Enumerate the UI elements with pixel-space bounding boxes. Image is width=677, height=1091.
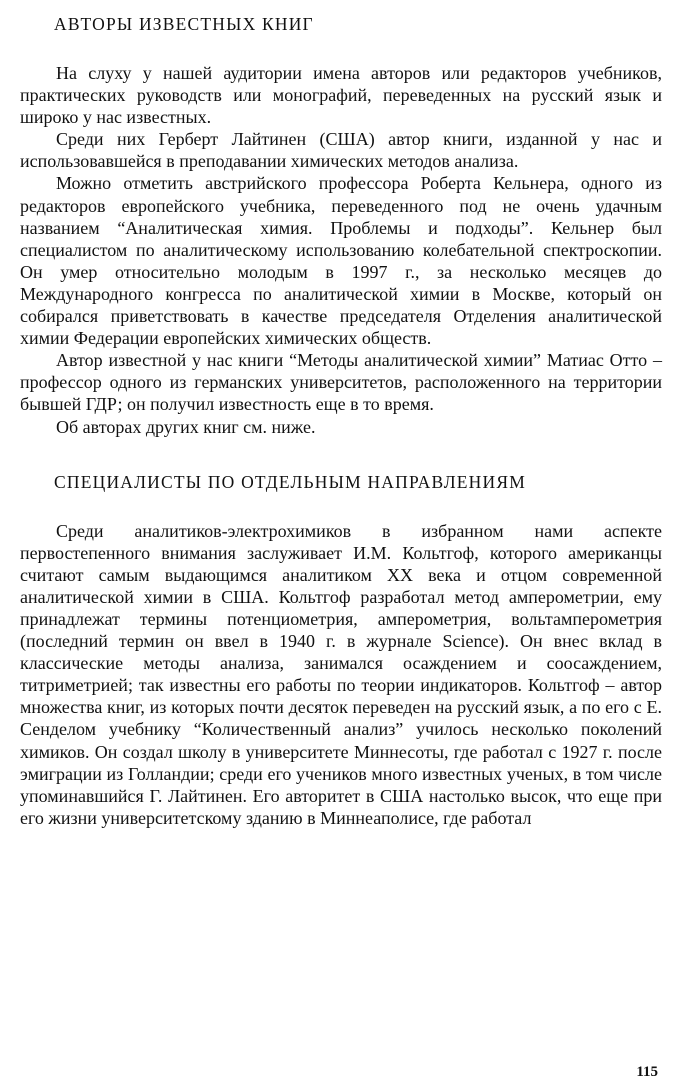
section-body-famous-authors [20, 62, 662, 438]
paragraph: На слуху у нашей аудитории имена авторов или редакторов учебников, практических руководств или монографий, переведенных на русский язык и широко у нас известных. [20, 63, 662, 128]
section-body-specialists [20, 520, 662, 829]
paragraph: Среди аналитиков-электрохимиков в избранном нами аспекте первостепенного внимания заслуживает И.М. Кольтгоф, которого американцы считают самым выдающимся аналитиком XX века и отцом современной аналитической химии в США. Кольтгоф разработал метод амперометрии, ему принадлежат термины потенциометрия, амперометрия, вольтамперометрия (последний термин он ввел в 1940 г. в журнале Science). Он внес вклад в классические методы анализа, занимался осаждением и соосаждением, титриметрией; так известны его работы по теории индикаторов. Кольтгоф – автор множества книг, из которых почти десяток переведен на русский язык, а по его с Е. Сенделом учебнику “Количественный анализ” училось несколько поколений химиков. Он создал школу в университете Миннесоты, где работал с 1927 г. после эмиграции из Голландии; среди его учеников много известных ученых, в том числе упоминавшийся Г. Лайтинен. Его авторитет в США настолько высок, что еще при его жизни университетскому зданию в Миннеаполисе, где работал [20, 520, 662, 828]
section-heading-famous-authors: АВТОРЫ ИЗВЕСТНЫХ КНИГ [54, 14, 314, 34]
paragraph: Среди них Герберт Лайтинен (США) автор книги, изданной у нас и использовавшейся в преподавании химических методов анализа. [20, 129, 662, 172]
book-page [20, 10, 662, 829]
page-number: 115 [636, 1064, 658, 1080]
section-heading-specialists: СПЕЦИАЛИСТЫ ПО ОТДЕЛЬНЫМ НАПРАВЛЕНИЯМ [54, 471, 526, 492]
paragraph: Автор известной у нас книги “Методы аналитической химии” Матиас Отто – профессор одного из германских университетов, расположенного на территории бывшей ГДР; он получил известность еще в то время. [20, 350, 662, 415]
paragraph: Можно отметить австрийского профессора Роберта Кельнера, одного из редакторов европейского учебника, переведенного под не очень удачным названием “Аналитическая химия. Проблемы и подходы”. Кельнер был специалистом по аналитическому использованию колебательной спектроскопии. Он умер относительно молодым в 1997 г., за несколько месяцев до Международного конгресса по аналитической химии в Москве, который он собирался приветствовать в качестве председателя Отделения аналитической химии Федерации европейских химических обществ. [20, 173, 662, 349]
paragraph: Об авторах других книг см. ниже. [56, 416, 316, 437]
